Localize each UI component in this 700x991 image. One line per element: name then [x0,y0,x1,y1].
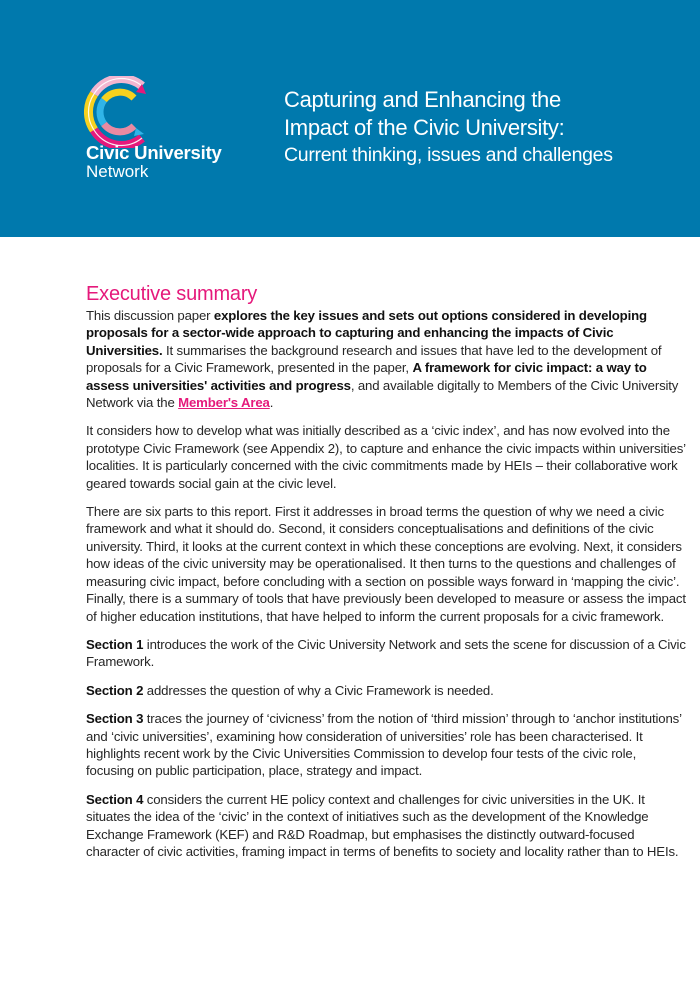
members-area-link[interactable]: Member's Area [178,395,270,411]
section-4-summary [86,791,686,861]
paragraph-civic-index: It considers how to develop what was initially described as a ‘civic index’, and has now evolved into the prototype Civic Framework (see Appendix 2), to capture and enhance the civic impacts within universities’ localities. It is particularly concerned with the civic commitments made by HEIs – their collaborative work geared towards social gain at the civic level. [86,423,686,491]
logo-subname: Network [86,162,149,181]
section-3-label: Section 3 [86,711,144,727]
title-line-2: Impact of the Civic University: [284,115,565,140]
section-3-text: traces the journey of ‘civicness’ from the notion of ‘third mission’ through to ‘anchor institutions’ and ‘civic universities’, examining how consideration of universities’ role has been characterised. It highlights recent work by the Civic Universities Commission to develop four tests of the civic role, focusing on public participation, place, strategy and impact. [86,711,682,779]
logo-name: Civic University [86,142,222,163]
logo [84,76,244,186]
intro-bold-2: A framework for civic impact: a way to assess universities' activities and progress [86,360,647,393]
section-2-label: Section 2 [86,682,144,698]
intro-text-1: This discussion paper [86,308,214,323]
header-band [0,0,700,237]
section-2-summary [86,682,686,699]
section-1-summary [86,636,686,671]
intro-bold-1: explores the key issues and sets out options considered in developing proposals for a sector-wide approach to capturing and enhancing the impacts of Civic Universities. [86,308,647,358]
executive-summary-heading: Executive summary [86,283,258,305]
section-3-summary [86,710,686,780]
main-content [86,282,686,871]
subtitle: Current thinking, issues and challenges [284,144,613,166]
section-1-text: introduces the work of the Civic University Network and sets the scene for discussion of a Civic Framework. [86,636,686,670]
intro-text-3: , and available digitally to Members of the Civic University Network via the [86,377,679,411]
title-line-1: Capturing and Enhancing the [284,87,561,112]
section-4-text: considers the current HE policy context and challenges for civic universities in the UK. It situates the idea of the ‘civic’ in the context of initiatives such as the development of the Knowledge Exchange Framework (KEF) and R&D Roadmap, but emphasises the distinctly outward-focused character of civic activities, framing impact in terms of benefits to society and locality rather than to HEIs. [86,791,679,859]
section-2-text: addresses the question of why a Civic Framework is needed. [143,682,494,698]
civic-c-logo-icon [84,76,152,148]
document-title [284,86,684,168]
intro-text-4: . [269,395,274,411]
paragraph-six-parts: There are six parts to this report. First it addresses in broad terms the question of why we need a civic framework and what it should do. Second, it considers conceptualisations and definitions of the civic university. Third, it looks at the current context in which these conceptions are evolving. Next, it considers how ideas of the civic university may be operationalised. It then turns to the questions and challenges of measuring civic impact, before concluding with a section on possible ways forward in ‘mapping the civic’. Finally, there is a summary of tools that have previously been developed to measure or assess the impact of higher education institutions, that have helped to inform the current proposals for a civic framework. [86,504,686,624]
intro-paragraph [86,307,686,411]
section-4-label: Section 4 [86,791,144,807]
section-1-label: Section 1 [86,636,144,652]
intro-text-2: It summarises the background research and issues that have led to the development of proposals for a Civic Framework, presented in the paper, [86,342,662,376]
